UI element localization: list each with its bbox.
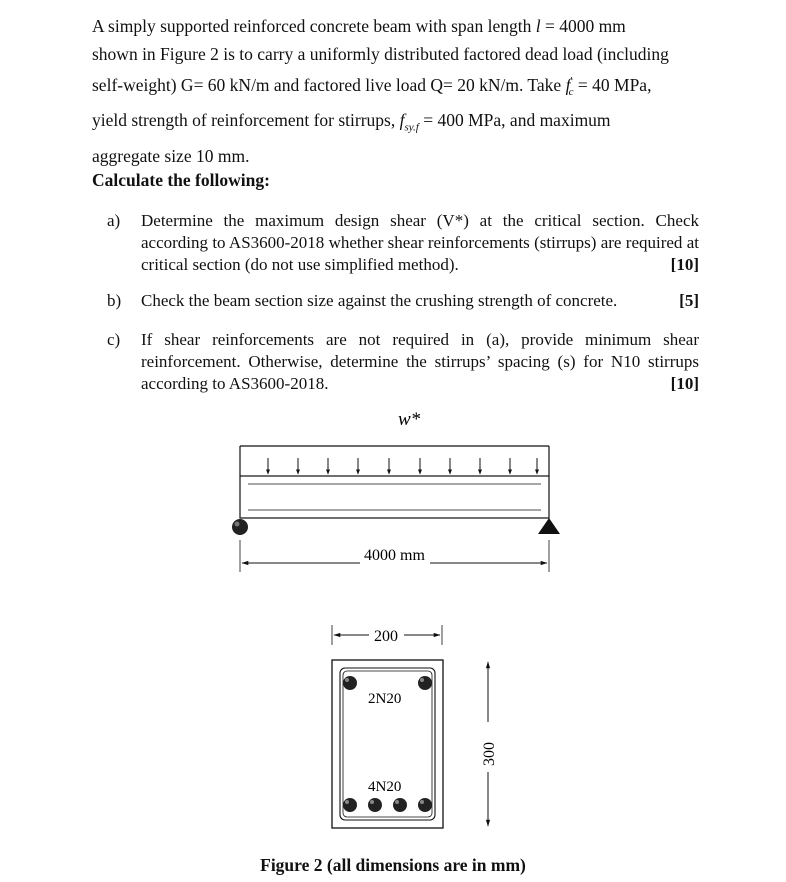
intro-line-4: yield strength of reinforcement for stirrups, $f_{sy.f} = 400$ MPa, and maximum [92,110,611,134]
intro-line-5: aggregate size 10 mm. [92,145,250,166]
question-text: Check the beam section size against the crushing strength of concrete. [141,291,618,310]
pin-support [232,519,248,535]
question-mark: [10] [670,255,699,274]
question-mark: [10] [670,374,699,393]
figure-caption: Figure 2 (all dimensions are in mm) [260,855,526,875]
intro-line-1: A simply supported reinforced concrete beam with span length l = 4000 mm [92,16,626,36]
beam-elevation [240,476,549,518]
width-label: 200 [374,628,398,645]
top-reinforcement-bars [343,676,432,690]
question-label: b) [107,291,122,310]
depth-label: 300 [481,742,498,766]
bottom-reinforcement-bars [343,798,432,812]
question-mark: [5] [679,291,699,310]
span-label: 4000 mm [364,547,425,564]
intro-line-3: self-weight) G= 60 kN/m and factored live load Q= 20 kN/m. Take $f'_c = 40$ MPa, [92,74,652,99]
question-label: a) [107,211,121,230]
question-text: Determine the maximum design shear (V*) at the critical section. Check according to AS3600-2018 whether shear reinforcements (stirrups) are required at critical section (do not use simplified method). [141,211,699,274]
bottom-bars-label: 4N20 [368,779,402,795]
top-bars-label: 2N20 [368,691,402,707]
roller-support [538,518,560,534]
distributed-load [240,446,549,476]
intro-line-2: shown in Figure 2 is to carry a uniformly distributed factored dead load (including [92,44,669,64]
question-text: If shear reinforcements are not required in (a), provide minimum shear reinforcement. Otherwise, determine the stirrups’ spacing (s) for N10 stirrups according to AS3600-2018. [141,330,699,393]
question-label: c) [107,330,121,349]
section-heading: Calculate the following: [92,170,270,190]
load-label: w* [398,409,421,430]
